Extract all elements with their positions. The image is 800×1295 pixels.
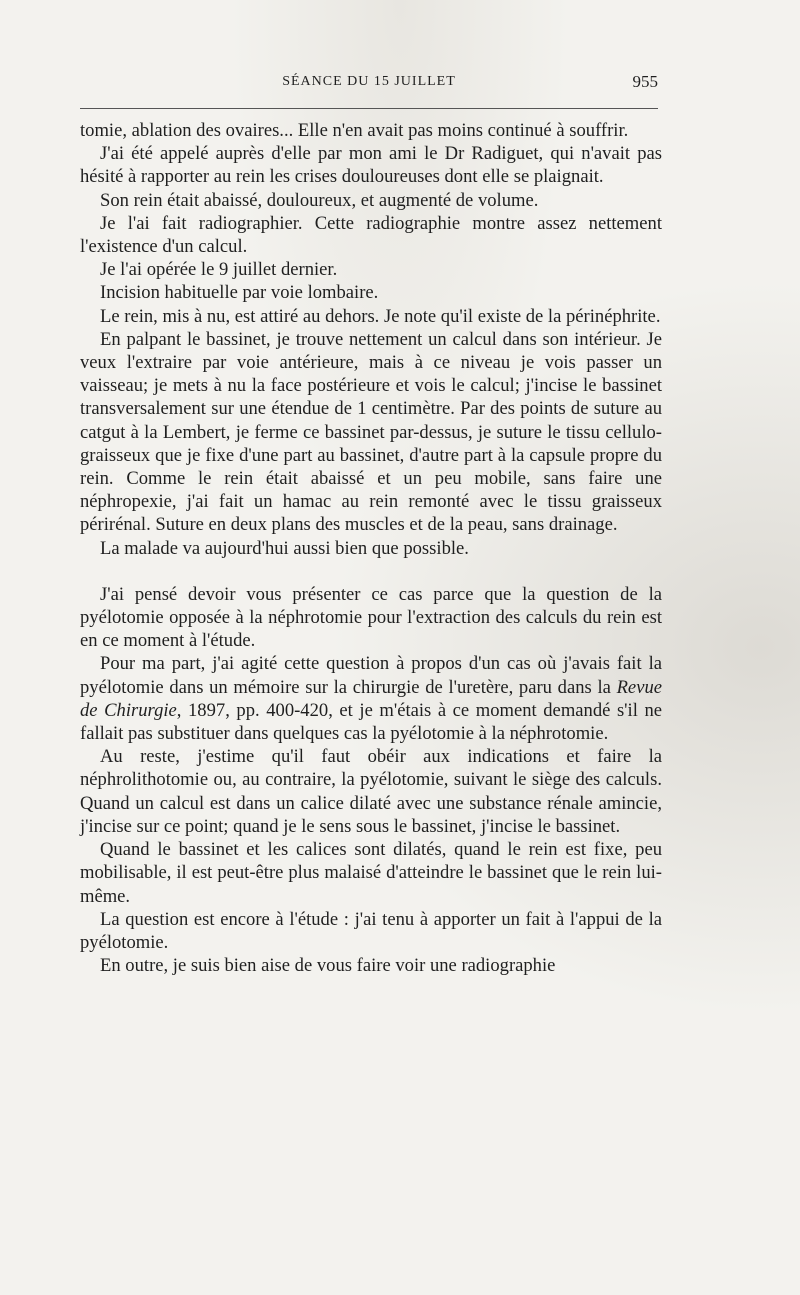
header-rule (80, 108, 658, 109)
paragraph: Pour ma part, j'ai agité cette question à propos d'un cas où j'avais fait la pyélotomie dans un mémoire sur la chirurgie de l'uretère, paru dans la Revue de Chirurgie, 1897, pp. 400-420, et je m'étais à ce moment demandé s'il ne fallait pas substituer dans quelques cas la pyélotomie à la néphrotomie. (80, 653, 662, 745)
paragraph: Incision habituelle par voie lombaire. (100, 282, 379, 304)
journal-title: Revue de Chirurgie (80, 676, 662, 721)
paragraph: En palpant le bassinet, je trouve nettement un calcul dans son intérieur. Je veux l'extraire par voie antérieure, mais à ce niveau je vois passer un vaisseau; je mets à nu la face postérieure et vois le calcul; j'incise le bassinet transversalement sur une étendue de 1 centimètre. Par des points de suture au catgut à la Lembert, je ferme ce bassinet par-dessus, je suture le tissu cellulo-graisseux que je fixe d'une part au bassinet, d'autre part à la capsule propre du rein. Comme le rein était abaissé et un peu mobile, sans faire une néphropexie, j'ai fait un hamac au rein remonté avec le tissu graisseux périrénal. Suture en deux plans des muscles et de la peau, sans drainage. (80, 328, 662, 536)
paragraph: Je l'ai opérée le 9 juillet dernier. (100, 259, 338, 281)
paragraph: Le rein, mis à nu, est attiré au dehors. Je note qu'il existe de la périnéphrite. (100, 305, 661, 327)
paragraph: Au reste, j'estime qu'il faut obéir aux indications et faire la néphrolithotomie ou, au contraire, la pyélotomie, suivant le siège des calculs. Quand un calcul est dans un calice dilaté avec une substance rénale amincie, j'incise sur ce point; quand je le sens sous le bassinet, j'incise le bassinet. (80, 746, 662, 837)
body-text (80, 119, 662, 977)
page-number: 955 (632, 72, 658, 91)
paragraph: La question est encore à l'étude : j'ai tenu à apporter un fait à l'appui de la pyélotomie. (80, 908, 662, 953)
running-head: SÉANCE DU 15 JUILLET (282, 74, 456, 89)
paragraph: Je l'ai fait radiographier. Cette radiographie montre assez nettement l'existence d'un calcul. (80, 212, 662, 258)
paragraph: tomie, ablation des ovaires... Elle n'en avait pas moins continué à souffrir. (80, 120, 629, 141)
paragraph: J'ai été appelé auprès d'elle par mon ami le Dr Radiguet, qui n'avait pas hésité à rapporter au rein les crises douloureuses dont elle se plaignait. (80, 143, 662, 188)
page-header (80, 72, 658, 98)
paragraph: La malade va aujourd'hui aussi bien que possible. (100, 537, 469, 559)
paragraph: Quand le bassinet et les calices sont dilatés, quand le rein est fixe, peu mobilisable, il est peut-être plus malaisé d'atteindre le bassinet que le rein lui-même. (80, 839, 662, 907)
paragraph: J'ai pensé devoir vous présenter ce cas parce que la question de la pyélotomie opposée à la néphrotomie pour l'extraction des calculs du rein est en ce moment à l'étude. (80, 583, 662, 652)
paragraph: Son rein était abaissé, douloureux, et augmenté de volume. (100, 189, 539, 211)
paragraph: En outre, je suis bien aise de vous faire voir une radiographie (100, 955, 556, 977)
